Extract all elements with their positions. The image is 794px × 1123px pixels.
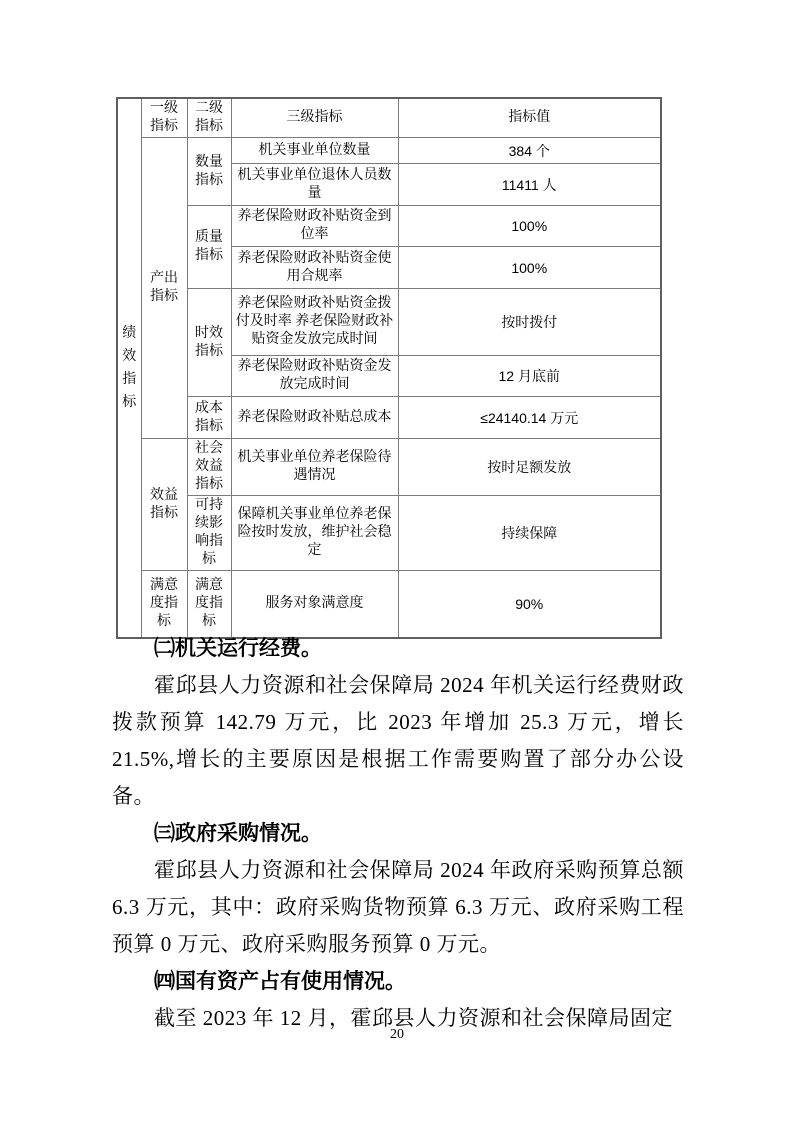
page-number: 20 — [390, 1027, 404, 1042]
level2-sustainability-cell: 可持续影响指标 — [187, 496, 231, 571]
table-row — [117, 289, 661, 356]
indicator-cell: 服务对象满意度 — [231, 571, 398, 638]
level2-quantity-cell: 数量指标 — [187, 138, 231, 206]
value-cell: 100% — [398, 247, 661, 289]
value-cell: 按时拨付 — [398, 289, 661, 356]
header-value: 指标值 — [398, 98, 661, 138]
table-row — [117, 397, 661, 439]
level2-quality-cell: 质量指标 — [187, 206, 231, 289]
indicator-cell: 养老保险财政补贴总成本 — [231, 397, 398, 439]
level1-benefit-cell: 效益指标 — [141, 439, 187, 571]
section-heading-state-assets: ㈣国有资产占有使用情况。 — [154, 970, 406, 993]
paragraph-state-assets: 截至 2023 年 12 月，霍邱县人力资源和社会保障局固定 — [154, 1006, 673, 1030]
performance-table-container — [116, 97, 662, 639]
header-level3: 三级指标 — [231, 98, 398, 138]
header-level1: 一级指标 — [141, 98, 187, 138]
indicator-cell: 养老保险财政补贴资金到位率 — [231, 206, 398, 247]
table-header-row — [117, 98, 661, 138]
indicator-cell: 机关事业单位养老保险待遇情况 — [231, 439, 398, 496]
value-cell: 按时足额发放 — [398, 439, 661, 496]
indicator-cell: 养老保险财政补贴资金拨付及时率 养老保险财政补贴资金发放完成时间 — [231, 289, 398, 356]
paragraph-government-procurement: 霍邱县人力资源和社会保障局 2024 年政府采购预算总额 6.3 万元，其中：政府采购货物预算 6.3 万元、政府采购工程预算 0 万元、政府采购服务预算 0 万元。 — [112, 858, 684, 956]
value-cell: 12 月底前 — [398, 356, 661, 397]
table-row — [117, 496, 661, 571]
header-level2: 二级指标 — [187, 98, 231, 138]
level2-social-benefit-cell: 社会效益指标 — [187, 439, 231, 496]
table-row — [117, 138, 661, 164]
document-body — [112, 630, 684, 1037]
level1-satisfaction-cell: 满意度指标 — [141, 571, 187, 638]
level1-output-cell: 产出指标 — [141, 138, 187, 439]
value-cell: ≤24140.14 万元 — [398, 397, 661, 439]
paragraph-agency-operating-funds: 霍邱县人力资源和社会保障局 2024 年机关运行经费财政拨款预算 142.79 万元，比 2023 年增加 25.3 万元，增长 21.5%,增长的主要原因是根据工作需要购置了部分办公设备。 — [112, 673, 684, 808]
performance-indicators-table — [116, 97, 662, 639]
section-heading-agency-operating-funds: ㈡机关运行经费。 — [154, 637, 322, 660]
level2-timeliness-cell: 时效指标 — [187, 289, 231, 397]
indicator-cell: 养老保险财政补贴资金发放完成时间 — [231, 356, 398, 397]
section-heading-government-procurement: ㈢政府采购情况。 — [154, 822, 322, 845]
value-cell: 384 个 — [398, 138, 661, 164]
level2-cost-cell: 成本指标 — [187, 397, 231, 439]
table-row — [117, 206, 661, 247]
value-cell: 90% — [398, 571, 661, 638]
value-cell: 11411 人 — [398, 164, 661, 206]
indicator-cell: 机关事业单位数量 — [231, 138, 398, 164]
indicator-cell: 养老保险财政补贴资金使用合规率 — [231, 247, 398, 289]
value-cell: 持续保障 — [398, 496, 661, 571]
value-cell: 100% — [398, 206, 661, 247]
table-row — [117, 571, 661, 638]
indicator-cell: 保障机关事业单位养老保险按时发放，维护社会稳定 — [231, 496, 398, 571]
side-label-text: 绩效指标 — [122, 325, 137, 410]
indicator-cell: 机关事业单位退休人员数量 — [231, 164, 398, 206]
side-label-cell — [117, 98, 141, 638]
level2-satisfaction-cell: 满意度指标 — [187, 571, 231, 638]
table-row — [117, 439, 661, 496]
